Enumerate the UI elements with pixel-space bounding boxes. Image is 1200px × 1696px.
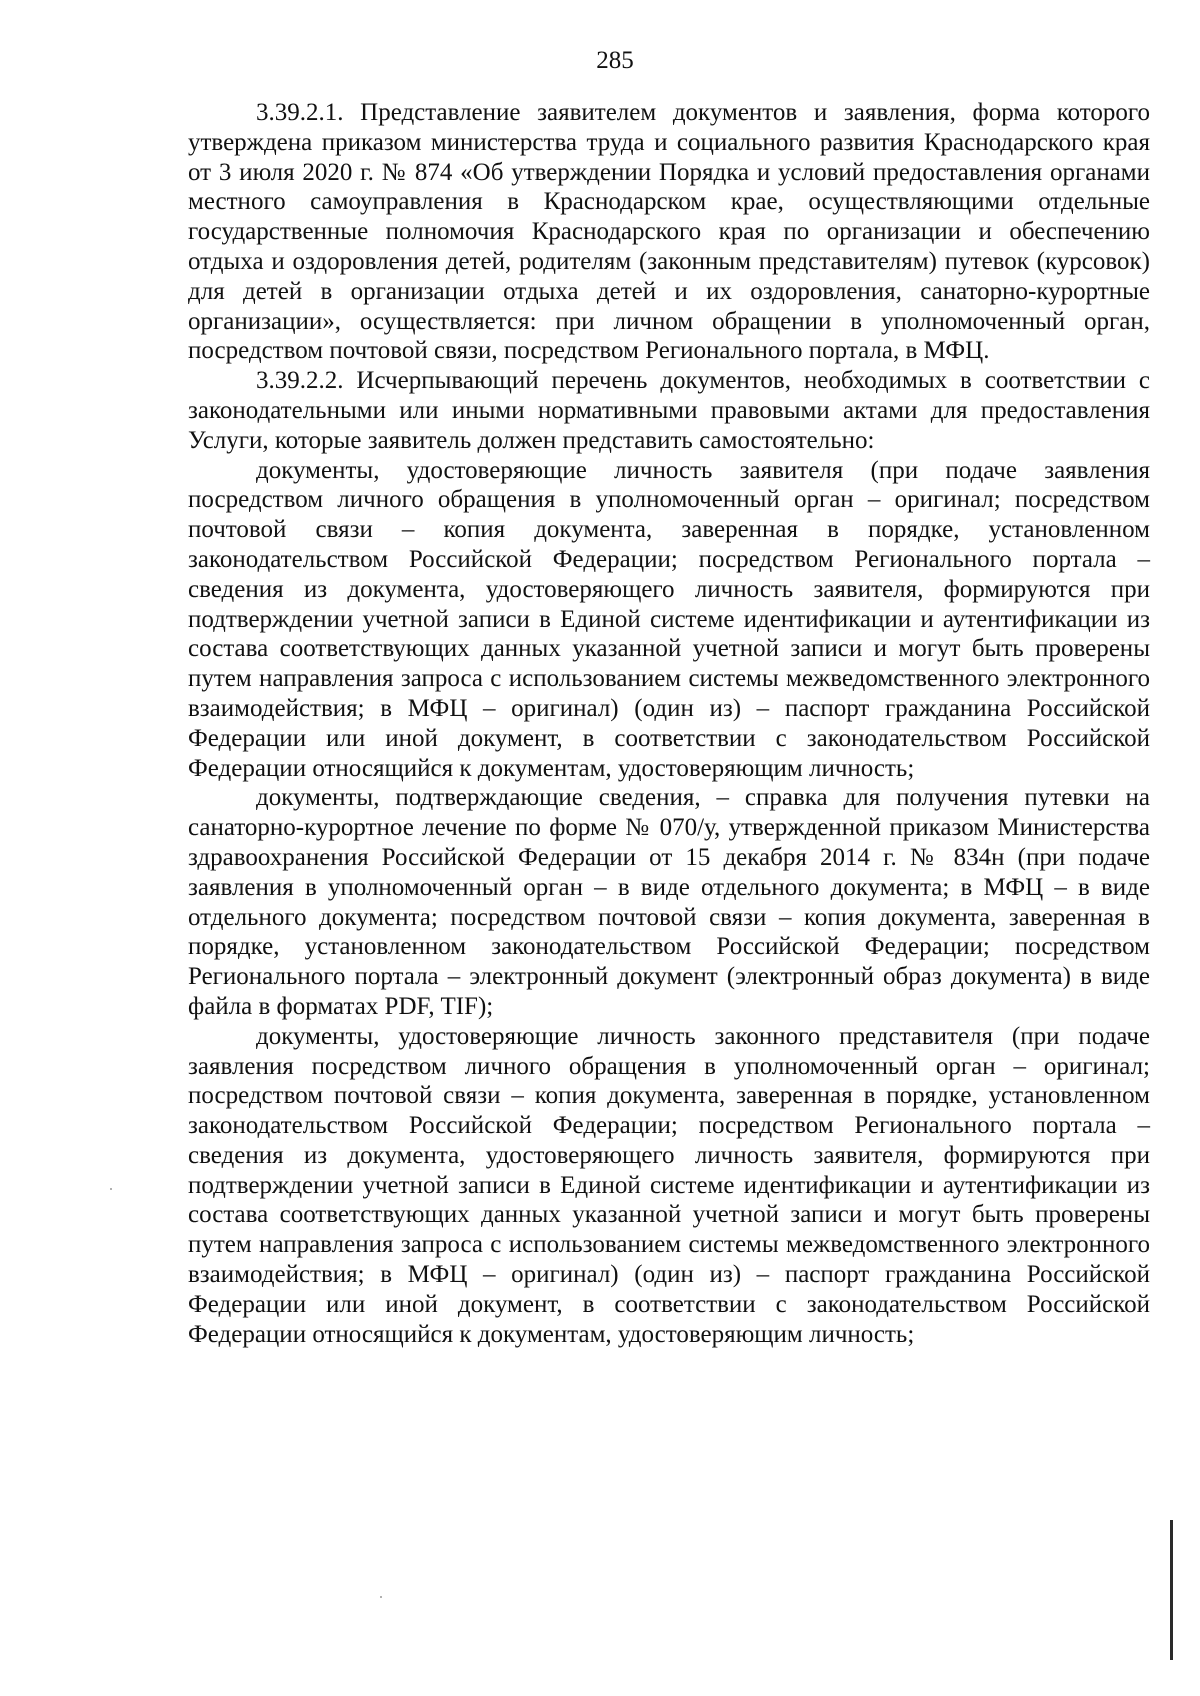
scan-edge-mark [1170,1520,1173,1660]
scan-speck [110,1188,112,1190]
document-body [188,98,1150,1349]
paragraph-3-39-2-1: 3.39.2.1. Представление заявителем документов и заявления, форма которого утверждена приказом министерства труда и социального развития Краснодарского края от 3 июля 2020 г. № 874 «Об утверждении Порядка и условий предоставления органами местного самоуправления в Краснодарском крае, осуществляющими отдельные государственные полномочия Краснодарского края по организации и обеспечению отдыха и оздоровления детей, родителям (законным представителям) путевок (курсовок) для детей в организации отдыха детей и их оздоровления, санаторно-курортные организации», осуществляется: при личном обращении в уполномоченный орган, посредством почтовой связи, посредством Регионального портала, в МФЦ. [188,99,1150,365]
paragraph-confirming-documents: документы, подтверждающие сведения, – справка для получения путевки на санаторно-курортное лечение по форме № 070/у, утвержденной приказом Министерства здравоохранения Российской Федерации от 15 декабря 2014 г. № 834н (при подаче заявления в уполномоченный орган – в виде отдельного документа; в МФЦ – в виде отдельного документа; посредством почтовой связи – копия документа, заверенная в порядке, установленном законодательством Российской Федерации; посредством Регионального портала – электронный документ (электронный образ документа) в виде файла в форматах PDF, TIF); [188,784,1150,1020]
paragraph-representative-identity-documents: документы, удостоверяющие личность законного представителя (при подаче заявления посредством личного обращения в уполномоченный орган – оригинал; посредством почтовой связи – копия документа, заверенная в порядке, установленном законодательством Российской Федерации; посредством Регионального портала – сведения из документа, удостоверяющего личность заявителя, формируются при подтверждении учетной записи в Единой системе идентификации и аутентификации из состава соответствующих данных указанной учетной записи и могут быть проверены путем направления запроса с использованием системы межведомственного электронного взаимодействия; в МФЦ – оригинал) (один из) – паспорт гражданина Российской Федерации или иной документ, в соответствии с законодательством Российской Федерации относящийся к документам, удостоверяющим личность; [188,1022,1150,1348]
paragraph-applicant-identity-documents: документы, удостоверяющие личность заявителя (при подаче заявления посредством личного обращения в уполномоченный орган – оригинал; посредством почтовой связи – копия документа, заверенная в порядке, установленном законодательством Российской Федерации; посредством Регионального портала – сведения из документа, удостоверяющего личность заявителя, формируются при подтверждении учетной записи в Единой системе идентификации и аутентификации из состава соответствующих данных указанной учетной записи и могут быть проверены путем направления запроса с использованием системы межведомственного электронного взаимодействия; в МФЦ – оригинал) (один из) – паспорт гражданина Российской Федерации или иной документ, в соответствии с законодательством Российской Федерации относящийся к документам, удостоверяющим личность; [188,456,1150,782]
paragraph-3-39-2-2: 3.39.2.2. Исчерпывающий перечень документов, необходимых в соответствии с законодательными или иными нормативными правовыми актами для предоставления Услуги, которые заявитель должен представить самостоятельно: [188,367,1150,454]
page-number: 285 [596,47,634,74]
scan-speck [380,1596,382,1598]
